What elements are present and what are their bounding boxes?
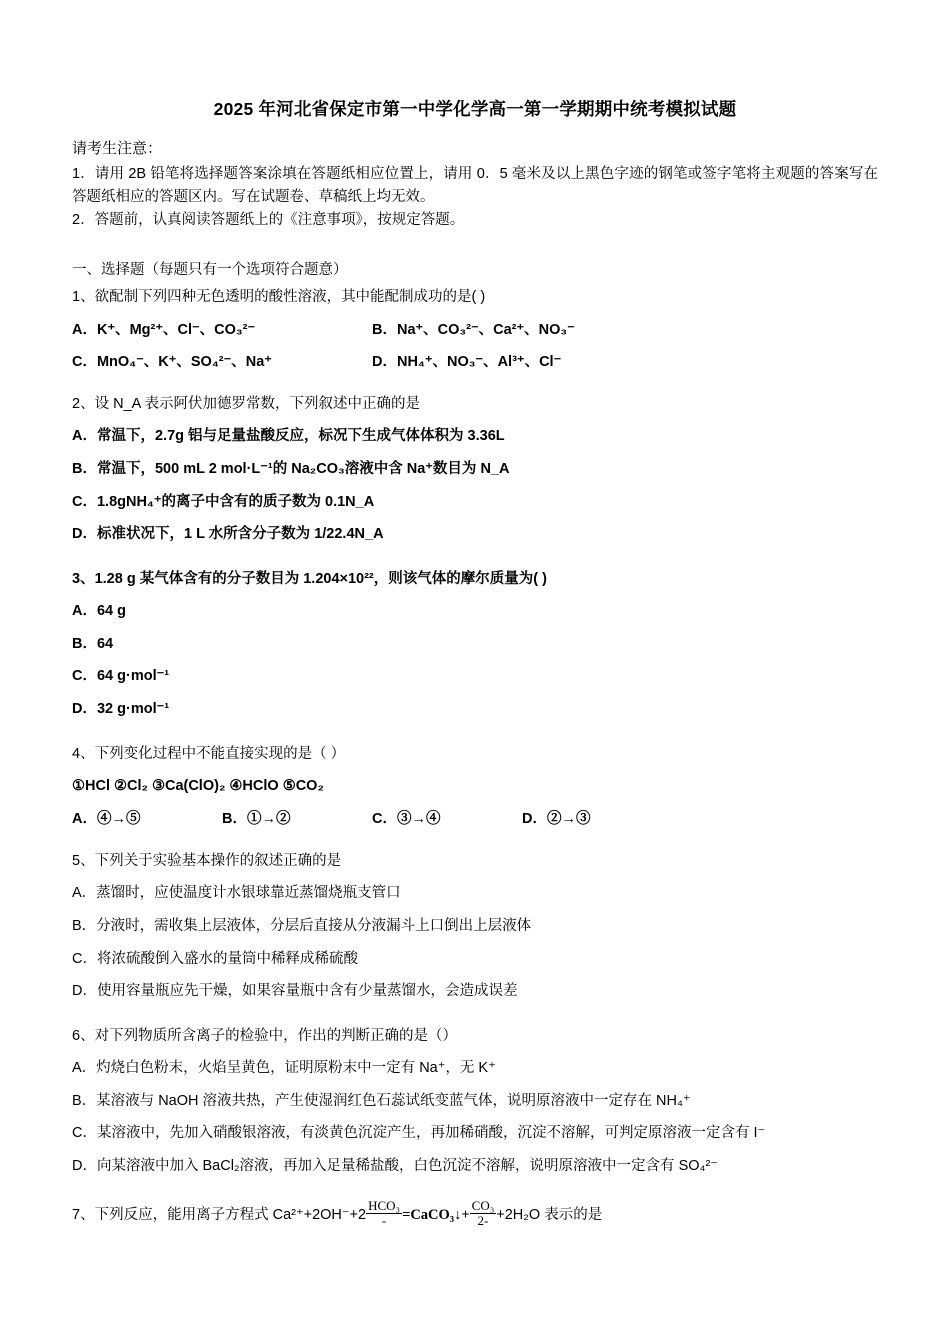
question-7-middle: =CaCO₃↓+ bbox=[402, 1206, 470, 1223]
hco3-fraction-glyph bbox=[366, 1199, 402, 1227]
notice-line-2: 2．答题前，认真阅读答题纸上的《注意事项》，按规定答题。 bbox=[72, 211, 465, 228]
question-stem-3: 3、1.28 g 某气体含有的分子数目为 1.204×10²²，则该气体的摩尔质量为( ) bbox=[72, 571, 547, 588]
question-7-after: +2H₂O 表示的是 bbox=[496, 1206, 603, 1223]
option-6-D[interactable]: D．向某溶液中加入 BaCl₂溶液，再加入足量稀盐酸，白色沉淀不溶解，说明原溶液中一定含有 SO₄²⁻ bbox=[72, 1158, 718, 1175]
option-2-A[interactable]: A．常温下，2.7g 铝与足量盐酸反应，标况下生成气体体积为 3.36L bbox=[72, 428, 505, 445]
option-2-C[interactable]: C．1.8gNH₄⁺的离子中含有的质子数为 0.1N_A bbox=[72, 493, 375, 510]
page-title: 2025 年河北省保定市第一中学化学高一第一学期期中统考模拟试题 bbox=[213, 99, 737, 119]
option-2-B[interactable]: B．常温下，500 mL 2 mol·L⁻¹的 Na₂CO₃溶液中含 Na⁺数目为 N_A bbox=[72, 460, 510, 477]
option-1-A[interactable]: A．K⁺、Mg²⁺、Cl⁻、CO₃²⁻ bbox=[72, 322, 256, 339]
option-1-D[interactable]: D．NH₄⁺、NO₃⁻、Al³⁺、Cl⁻ bbox=[372, 354, 562, 371]
option-6-B[interactable]: B．某溶液与 NaOH 溶液共热，产生使湿润红色石蕊试纸变蓝气体，说明原溶液中一定存在 NH₄⁺ bbox=[72, 1092, 691, 1109]
question-stem-7 bbox=[72, 1197, 878, 1229]
question-4-substem: ①HCl ②Cl₂ ③Ca(ClO)₂ ④HClO ⑤CO₂ bbox=[72, 777, 324, 794]
option-4-C[interactable]: C．③→④ bbox=[372, 811, 441, 828]
option-4-D[interactable]: D．②→③ bbox=[522, 811, 591, 828]
question-stem-5: 5、下列关于实验基本操作的叙述正确的是 bbox=[72, 853, 342, 870]
option-5-D[interactable]: D．使用容量瓶应先干燥，如果容量瓶中含有少量蒸馏水，会造成误差 bbox=[72, 983, 518, 1000]
question-stem-2: 2、设 N_A 表示阿伏加德罗常数，下列叙述中正确的是 bbox=[72, 396, 421, 413]
notice-line-1: 1．请用 2B 铅笔将选择题答案涂填在答题纸相应位置上，请用 0．5 毫米及以上黑色字迹的钢笔或签字笔将主观题的答案写在答题纸相应的答题区内。写在试题卷、草稿纸上均无效。 bbox=[72, 166, 878, 205]
option-3-C[interactable]: C．64 g·mol⁻¹ bbox=[72, 668, 170, 685]
question-7-before: 7、下列反应，能用离子方程式 Ca²⁺+2OH⁻+2 bbox=[72, 1206, 367, 1223]
option-5-C[interactable]: C．将浓硫酸倒入盛水的量筒中稀释成稀硫酸 bbox=[72, 950, 358, 967]
option-4-B[interactable]: B．①→② bbox=[222, 811, 291, 828]
question-1-options-row-2 bbox=[72, 350, 878, 371]
option-5-B[interactable]: B．分液时，需收集上层液体，分层后直接从分液漏斗上口倒出上层液体 bbox=[72, 917, 532, 934]
option-5-A[interactable]: A．蒸馏时，应使温度计水银球靠近蒸馏烧瓶支管口 bbox=[72, 885, 401, 902]
co3-numerator: CO₃ bbox=[471, 1197, 495, 1213]
co3-fraction-glyph bbox=[470, 1199, 497, 1227]
question-4-options-row bbox=[72, 807, 878, 828]
hco3-numerator: HCO₃ bbox=[368, 1197, 401, 1213]
option-3-D[interactable]: D．32 g·mol⁻¹ bbox=[72, 701, 170, 718]
hco3-denominator: - bbox=[381, 1212, 387, 1228]
section-title: 一、选择题（每题只有一个选项符合题意） bbox=[72, 261, 348, 278]
question-stem-4: 4、下列变化过程中不能直接实现的是（ ） bbox=[72, 745, 346, 762]
option-3-B[interactable]: B．64 bbox=[72, 635, 114, 652]
option-4-A[interactable]: A．④→⑤ bbox=[72, 811, 141, 828]
option-3-A[interactable]: A．64 g bbox=[72, 602, 126, 619]
notice-heading: 请考生注意： bbox=[72, 140, 163, 157]
option-1-B[interactable]: B．Na⁺、CO₃²⁻、Ca²⁺、NO₃⁻ bbox=[372, 322, 575, 339]
question-1-options-row-1 bbox=[72, 318, 878, 339]
question-stem-6: 6、对下列物质所含离子的检验中，作出的判断正确的是（） bbox=[72, 1028, 458, 1045]
question-stem-1 bbox=[72, 287, 878, 309]
co3-denominator: 2- bbox=[477, 1212, 489, 1228]
option-6-A[interactable]: A．灼烧白色粉末，火焰呈黄色，证明原粉末中一定有 Na⁺，无 K⁺ bbox=[72, 1059, 496, 1076]
question-stem-1-text: 1、欲配制下列四种无色透明的酸性溶液，其中能配制成功的是( ) bbox=[72, 288, 486, 305]
option-2-D[interactable]: D．标准状况下，1 L 水所含分子数为 1/22.4N_A bbox=[72, 526, 384, 543]
option-1-C[interactable]: C．MnO₄⁻、K⁺、SO₄²⁻、Na⁺ bbox=[72, 354, 272, 371]
option-6-C[interactable]: C．某溶液中，先加入硝酸银溶液，有淡黄色沉淀产生，再加稀硝酸，沉淀不溶解，可判定原溶液一定含有 I⁻ bbox=[72, 1125, 766, 1142]
